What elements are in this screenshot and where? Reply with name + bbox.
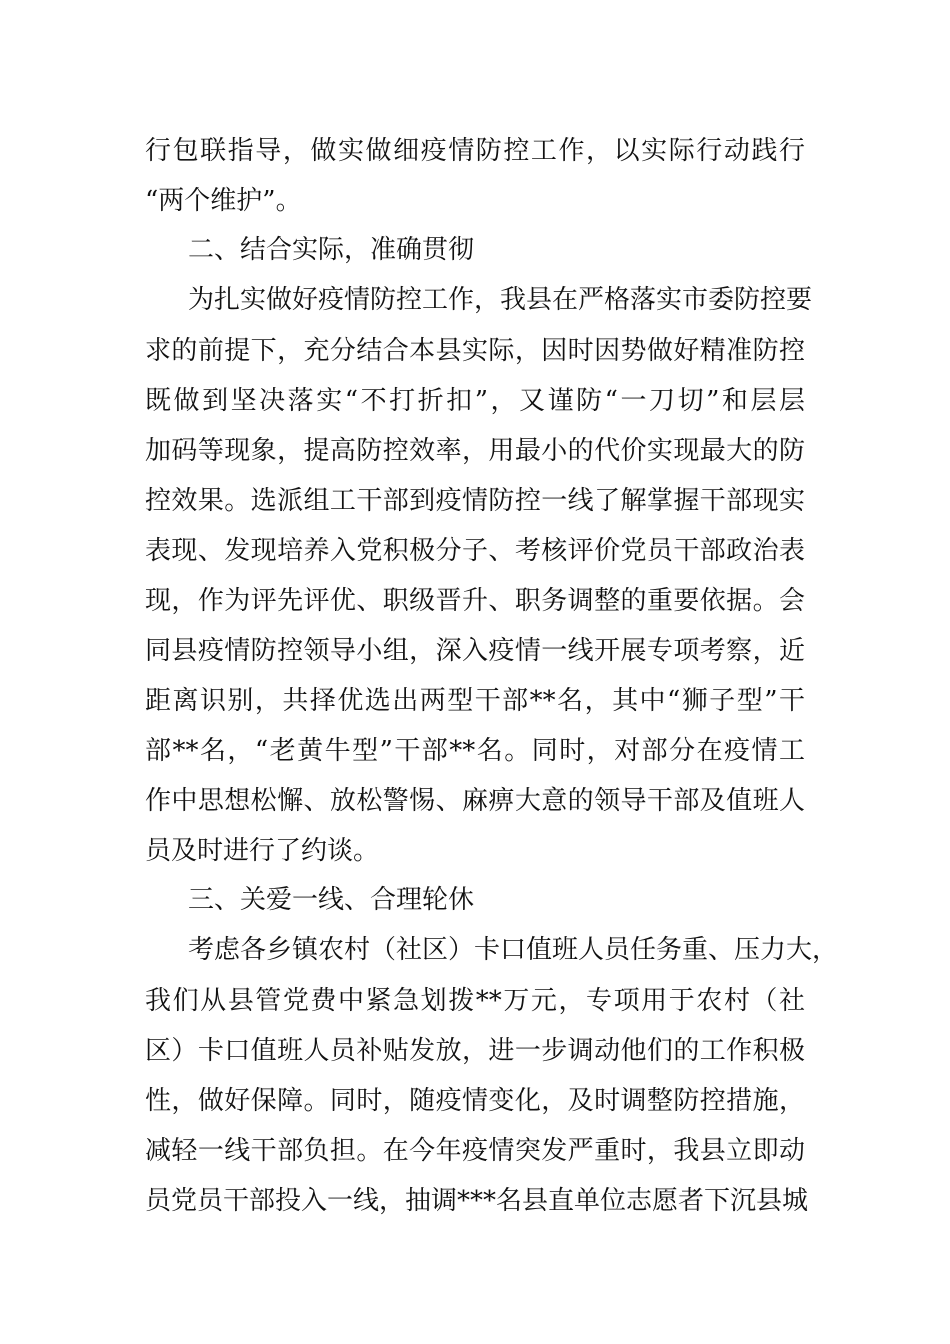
body-line-6: 既做到坚决落实“不打折扣”，又谨防“一刀切”和层层 xyxy=(145,386,805,416)
body-line-19: 区）卡口值班人员补贴发放，进一步调动他们的工作积极 xyxy=(145,1036,805,1066)
body-line-4: 为扎实做好疫情防控工作，我县在严格落实市委防控要 xyxy=(188,285,813,315)
body-line-11: 同县疫情防控领导小组，深入疫情一线开展专项考察，近 xyxy=(145,636,805,666)
body-line-17: 考虑各乡镇农村（社区）卡口值班人员任务重、压力大， xyxy=(188,935,839,965)
body-line-7: 加码等现象，提高防控效率，用最小的代价实现最大的防 xyxy=(145,436,805,466)
body-line-22: 员党员干部投入一线，抽调***名县直单位志愿者下沉县城 xyxy=(145,1186,809,1216)
section-heading-2: 二、结合实际，准确贯彻 xyxy=(188,235,475,265)
body-line-5: 求的前提下，充分结合本县实际，因时因势做好精准防控 xyxy=(145,336,805,366)
body-line-15: 员及时进行了约谈。 xyxy=(145,836,380,866)
body-line-9: 表现、发现培养入党积极分子、考核评价党员干部政治表 xyxy=(145,536,805,566)
body-line-10: 现，作为评先评优、职级晋升、职务调整的重要依据。会 xyxy=(145,586,805,616)
body-line-1: 行包联指导，做实做细疫情防控工作，以实际行动践行 xyxy=(145,136,805,166)
body-line-21: 减轻一线干部负担。在今年疫情突发严重时，我县立即动 xyxy=(145,1136,805,1166)
body-line-14: 作中思想松懈、放松警惕、麻痹大意的领导干部及值班人 xyxy=(145,786,805,816)
body-line-20: 性，做好保障。同时，随疫情变化，及时调整防控措施， xyxy=(145,1086,805,1116)
body-line-13: 部**名，“老黄牛型”干部**名。同时，对部分在疫情工 xyxy=(145,736,805,766)
section-heading-3: 三、关爱一线、合理轮休 xyxy=(188,885,475,915)
body-line-2: “两个维护”。 xyxy=(145,186,302,216)
body-line-8: 控效果。选派组工干部到疫情防控一线了解掌握干部现实 xyxy=(145,486,805,516)
body-line-12: 距离识别，共择优选出两型干部**名，其中“狮子型”干 xyxy=(145,686,805,716)
body-line-18: 我们从县管党费中紧急划拨**万元，专项用于农村（社 xyxy=(145,986,805,1016)
